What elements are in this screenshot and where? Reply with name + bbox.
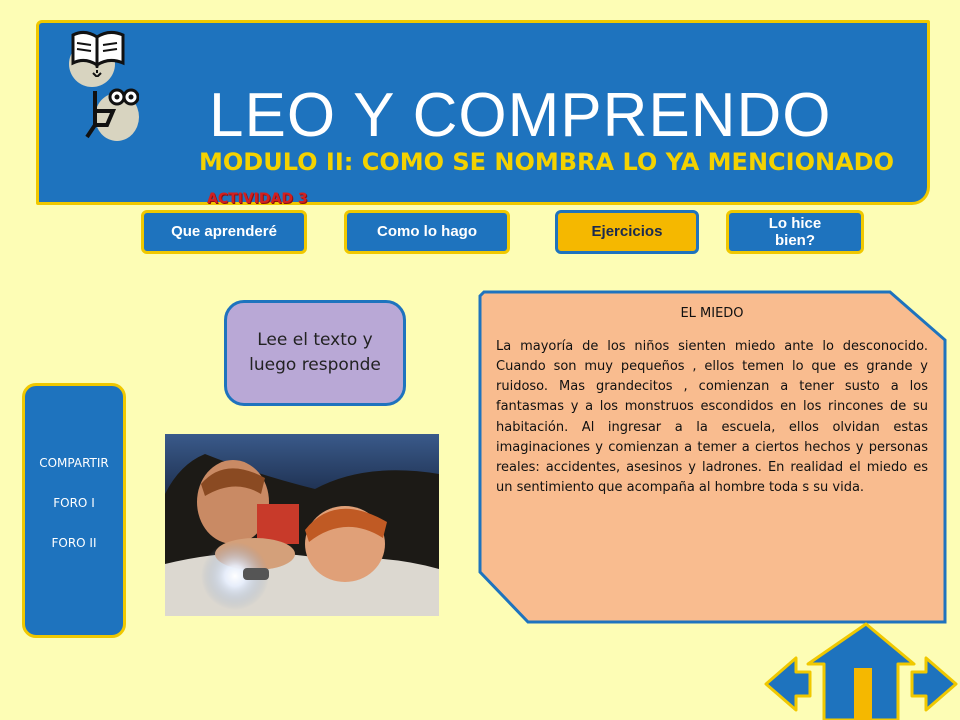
sidebar-item-foro-i[interactable]: FORO I: [53, 496, 95, 510]
activity-label: ACTIVIDAD 3: [207, 191, 308, 207]
header-banner: [36, 20, 930, 205]
nav-que-aprendere-button[interactable]: Que aprenderé: [141, 210, 307, 254]
sidebar-panel: [22, 383, 126, 638]
reading-panel: [478, 290, 948, 624]
home-icon[interactable]: [808, 624, 914, 720]
page-title: LEO Y COMPRENDO: [209, 81, 832, 150]
photo-illustration: [165, 434, 439, 616]
nav-ejercicios-button[interactable]: Ejercicios: [555, 210, 699, 254]
reading-body: La mayoría de los niños sienten miedo ante lo desconocido. Cuando son muy pequeños , ellos temen lo que es grande y ruidoso. Mas grandecitos , comienzan a tener susto a los fantasmas y a los monstruos escondidos en los rincones de su habitación. Al ingresar a la escuela, ellos olvidan estas imaginaciones y comienzan a temer a ciertos hechos y personas reales: accidentes, asesinos y ladrones. En realidad el miedo es un sentimiento que acompaña al hombre toda s su vida.: [496, 339, 928, 495]
children-flashlight-photo: [165, 434, 439, 616]
reading-title: EL MIEDO: [680, 306, 744, 321]
nav-lo-hice-bien-button[interactable]: Lo hice bien?: [726, 210, 864, 254]
sidebar-item-compartir[interactable]: COMPARTIR: [39, 456, 109, 470]
sidebar-item-foro-ii[interactable]: FORO II: [51, 536, 97, 550]
module-subtitle: MODULO II: COMO SE NOMBRA LO YA MENCIONADO: [199, 148, 894, 176]
arrow-right-icon[interactable]: [912, 658, 956, 710]
nav-como-lo-hago-button[interactable]: Como lo hago: [344, 210, 510, 254]
thinking-person-icon: [83, 85, 139, 141]
book-icon: [69, 29, 129, 77]
arrow-left-icon[interactable]: [766, 658, 810, 710]
instruction-bubble: Lee el texto y luego responde: [224, 300, 406, 406]
